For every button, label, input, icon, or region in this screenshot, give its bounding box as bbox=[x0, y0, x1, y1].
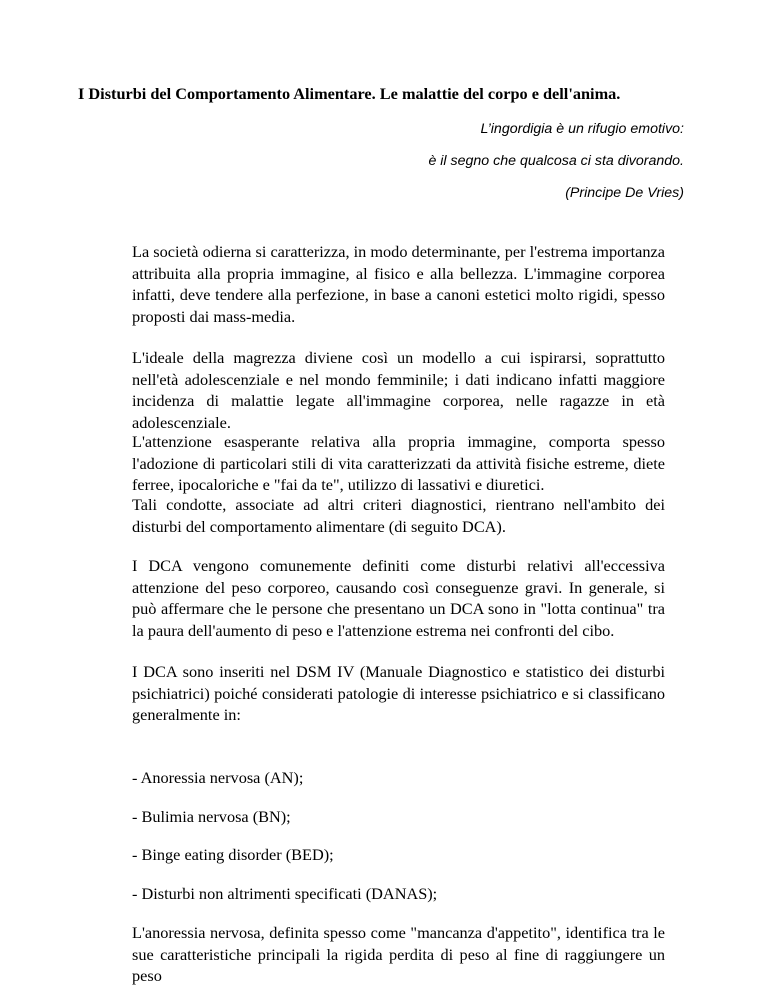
paragraph: L'attenzione esasperante relativa alla propria immagine, comporta spesso l'adozione di particolari stili di vita caratterizzati da attività fisiche estreme, diete ferree, ipocaloriche e "fai da te", utilizzo di lassativi e diuretici. bbox=[132, 432, 665, 495]
list-item: - Bulimia nervosa (BN); bbox=[132, 807, 291, 826]
paragraph: Tali condotte, associate ad altri criteri diagnostici, rientrano nell'ambito dei disturbi del comportamento alimentare (di seguito DCA). bbox=[132, 495, 665, 536]
paragraph: La società odierna si caratterizza, in modo determinante, per l'estrema importanza attribuita alla propria immagine, al fisico e alla bellezza. L'immagine corporea infatti, deve tendere alla perfezione, in base a canoni estetici molto rigidi, spesso proposti dai mass-media. bbox=[132, 242, 665, 326]
list-item: - Disturbi non altrimenti specificati (DANAS); bbox=[132, 884, 438, 903]
epigraph-attribution: (Principe De Vries) bbox=[565, 185, 684, 201]
document-title: I Disturbi del Comportamento Alimentare. Le malattie del corpo e dell'anima. bbox=[78, 84, 621, 103]
epigraph-line-2: è il segno che qualcosa ci sta divorando. bbox=[428, 153, 684, 169]
paragraph: I DCA sono inseriti nel DSM IV (Manuale Diagnostico e statistico dei disturbi psichiatrici) poiché considerati patologie di interesse psichiatrico e si classificano generalmente in: bbox=[132, 662, 665, 725]
paragraph: L'anoressia nervosa, definita spesso come "mancanza d'appetito", identifica tra le sue caratteristiche principali la rigida perdita di peso al fine di raggiungere un peso bbox=[132, 923, 665, 986]
paragraph: L'ideale della magrezza diviene così un modello a cui ispirarsi, soprattutto nell'età adolescenziale e nel mondo femminile; i dati indicano infatti maggiore incidenza di malattie legate all'immagine corporea, nelle ragazze in età adolescenziale. bbox=[132, 348, 665, 432]
paragraph: I DCA vengono comunemente definiti come disturbi relativi all'eccessiva attenzione del peso corporeo, causando così conseguenze gravi. In generale, si può affermare che le persone che presentano un DCA sono in "lotta continua" tra la paura dell'aumento di peso e l'attenzione estrema nei confronti del cibo. bbox=[132, 556, 665, 640]
epigraph-line-1: L’ingordigia è un rifugio emotivo: bbox=[480, 121, 684, 137]
list-item: - Binge eating disorder (BED); bbox=[132, 845, 334, 864]
list-item: - Anoressia nervosa (AN); bbox=[132, 768, 304, 787]
